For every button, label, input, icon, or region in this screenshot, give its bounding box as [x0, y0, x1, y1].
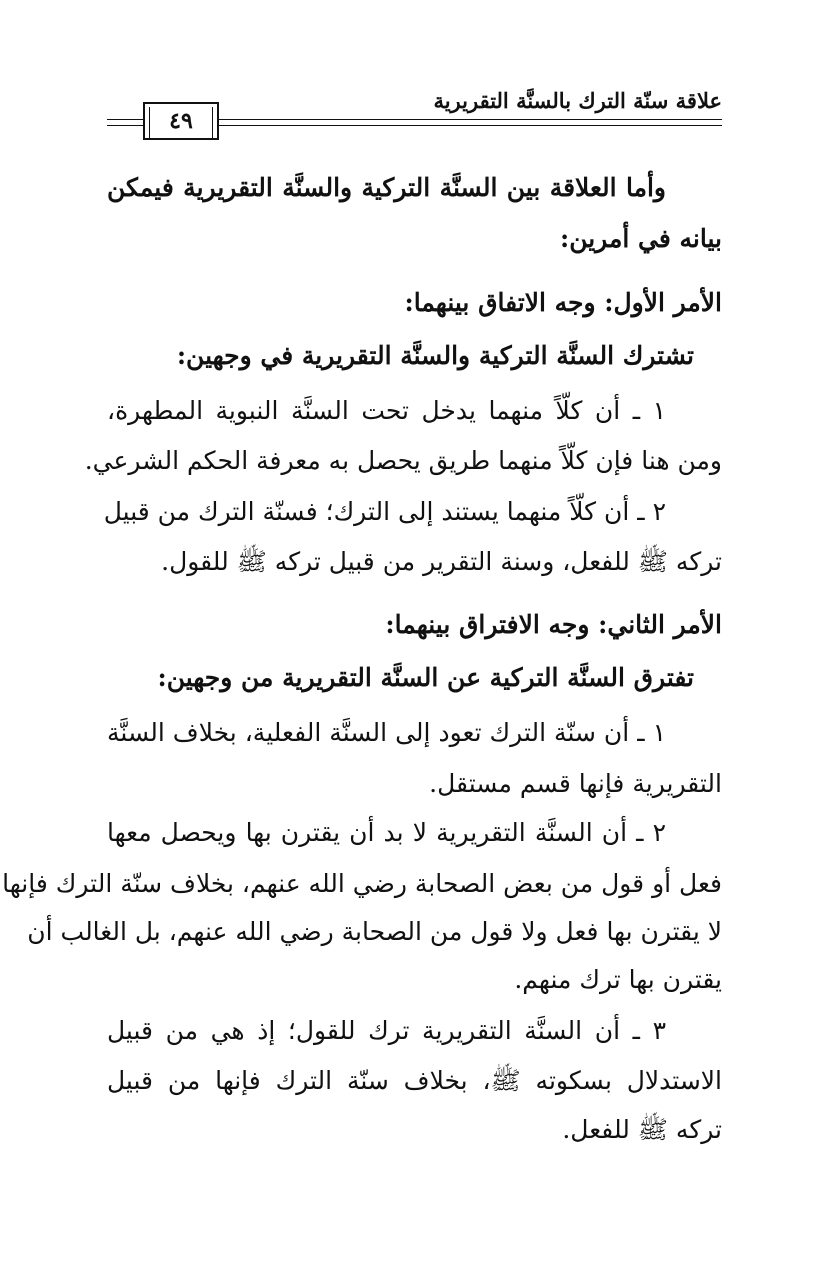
point-line: ١ ـ أن كلّاً منهما يدخل تحت السنَّة النبوية المطهرة،	[107, 396, 666, 425]
point-line: فعل أو قول من بعض الصحابة رضي الله عنهم، بخلاف سنّة الترك فإنها	[2, 869, 722, 898]
point-line: ومن هنا فإن كلّاً منهما طريق يحصل به معرفة الحكم الشرعي.	[84, 446, 722, 475]
subheading-difference: تفترق السنَّة التركية عن السنَّة التقريرية من وجهين:	[157, 663, 694, 692]
point-line: ١ ـ أن سنّة الترك تعود إلى السنَّة الفعلية، بخلاف السنَّة	[107, 718, 666, 747]
paragraph-line: وأما العلاقة بين السنَّة التركية والسنَّة التقريرية فيمكن	[107, 173, 666, 202]
page-number-box	[143, 102, 219, 140]
point-line: ٢ ـ أن كلّاً منهما يستند إلى الترك؛ فسنّة الترك من قبيل	[103, 497, 666, 526]
point-line: تركه ﷺ للفعل.	[562, 1115, 722, 1144]
point-line: لا يقترن بها فعل ولا قول من الصحابة رضي الله عنهم، بل الغالب أن	[27, 917, 722, 946]
point-line: التقريرية فإنها قسم مستقل.	[429, 769, 722, 798]
section-heading-agreement: الأمر الأول: وجه الاتفاق بينهما:	[404, 288, 722, 317]
paragraph-line: بيانه في أمرين:	[559, 224, 722, 253]
subheading-agreement: تشترك السنَّة التركية والسنَّة التقريرية في وجهين:	[176, 341, 694, 370]
section-heading-difference: الأمر الثاني: وجه الافتراق بينهما:	[385, 610, 722, 639]
running-title: علاقة سنّة الترك بالسنَّة التقريرية	[433, 88, 722, 113]
page-number: ٤٩	[169, 108, 193, 134]
point-line: تركه ﷺ للفعل، وسنة التقرير من قبيل تركه ﷺ للقول.	[161, 547, 722, 576]
point-line: الاستدلال بسكوته ﷺ، بخلاف سنّة الترك فإنها من قبيل	[107, 1066, 722, 1095]
point-line: يقترن بها ترك منهم.	[514, 965, 722, 994]
point-line: ٢ ـ أن السنَّة التقريرية لا بد أن يقترن بها ويحصل معها	[107, 818, 666, 847]
point-line: ٣ ـ أن السنَّة التقريرية ترك للقول؛ إذ هي من قبيل	[107, 1016, 666, 1045]
